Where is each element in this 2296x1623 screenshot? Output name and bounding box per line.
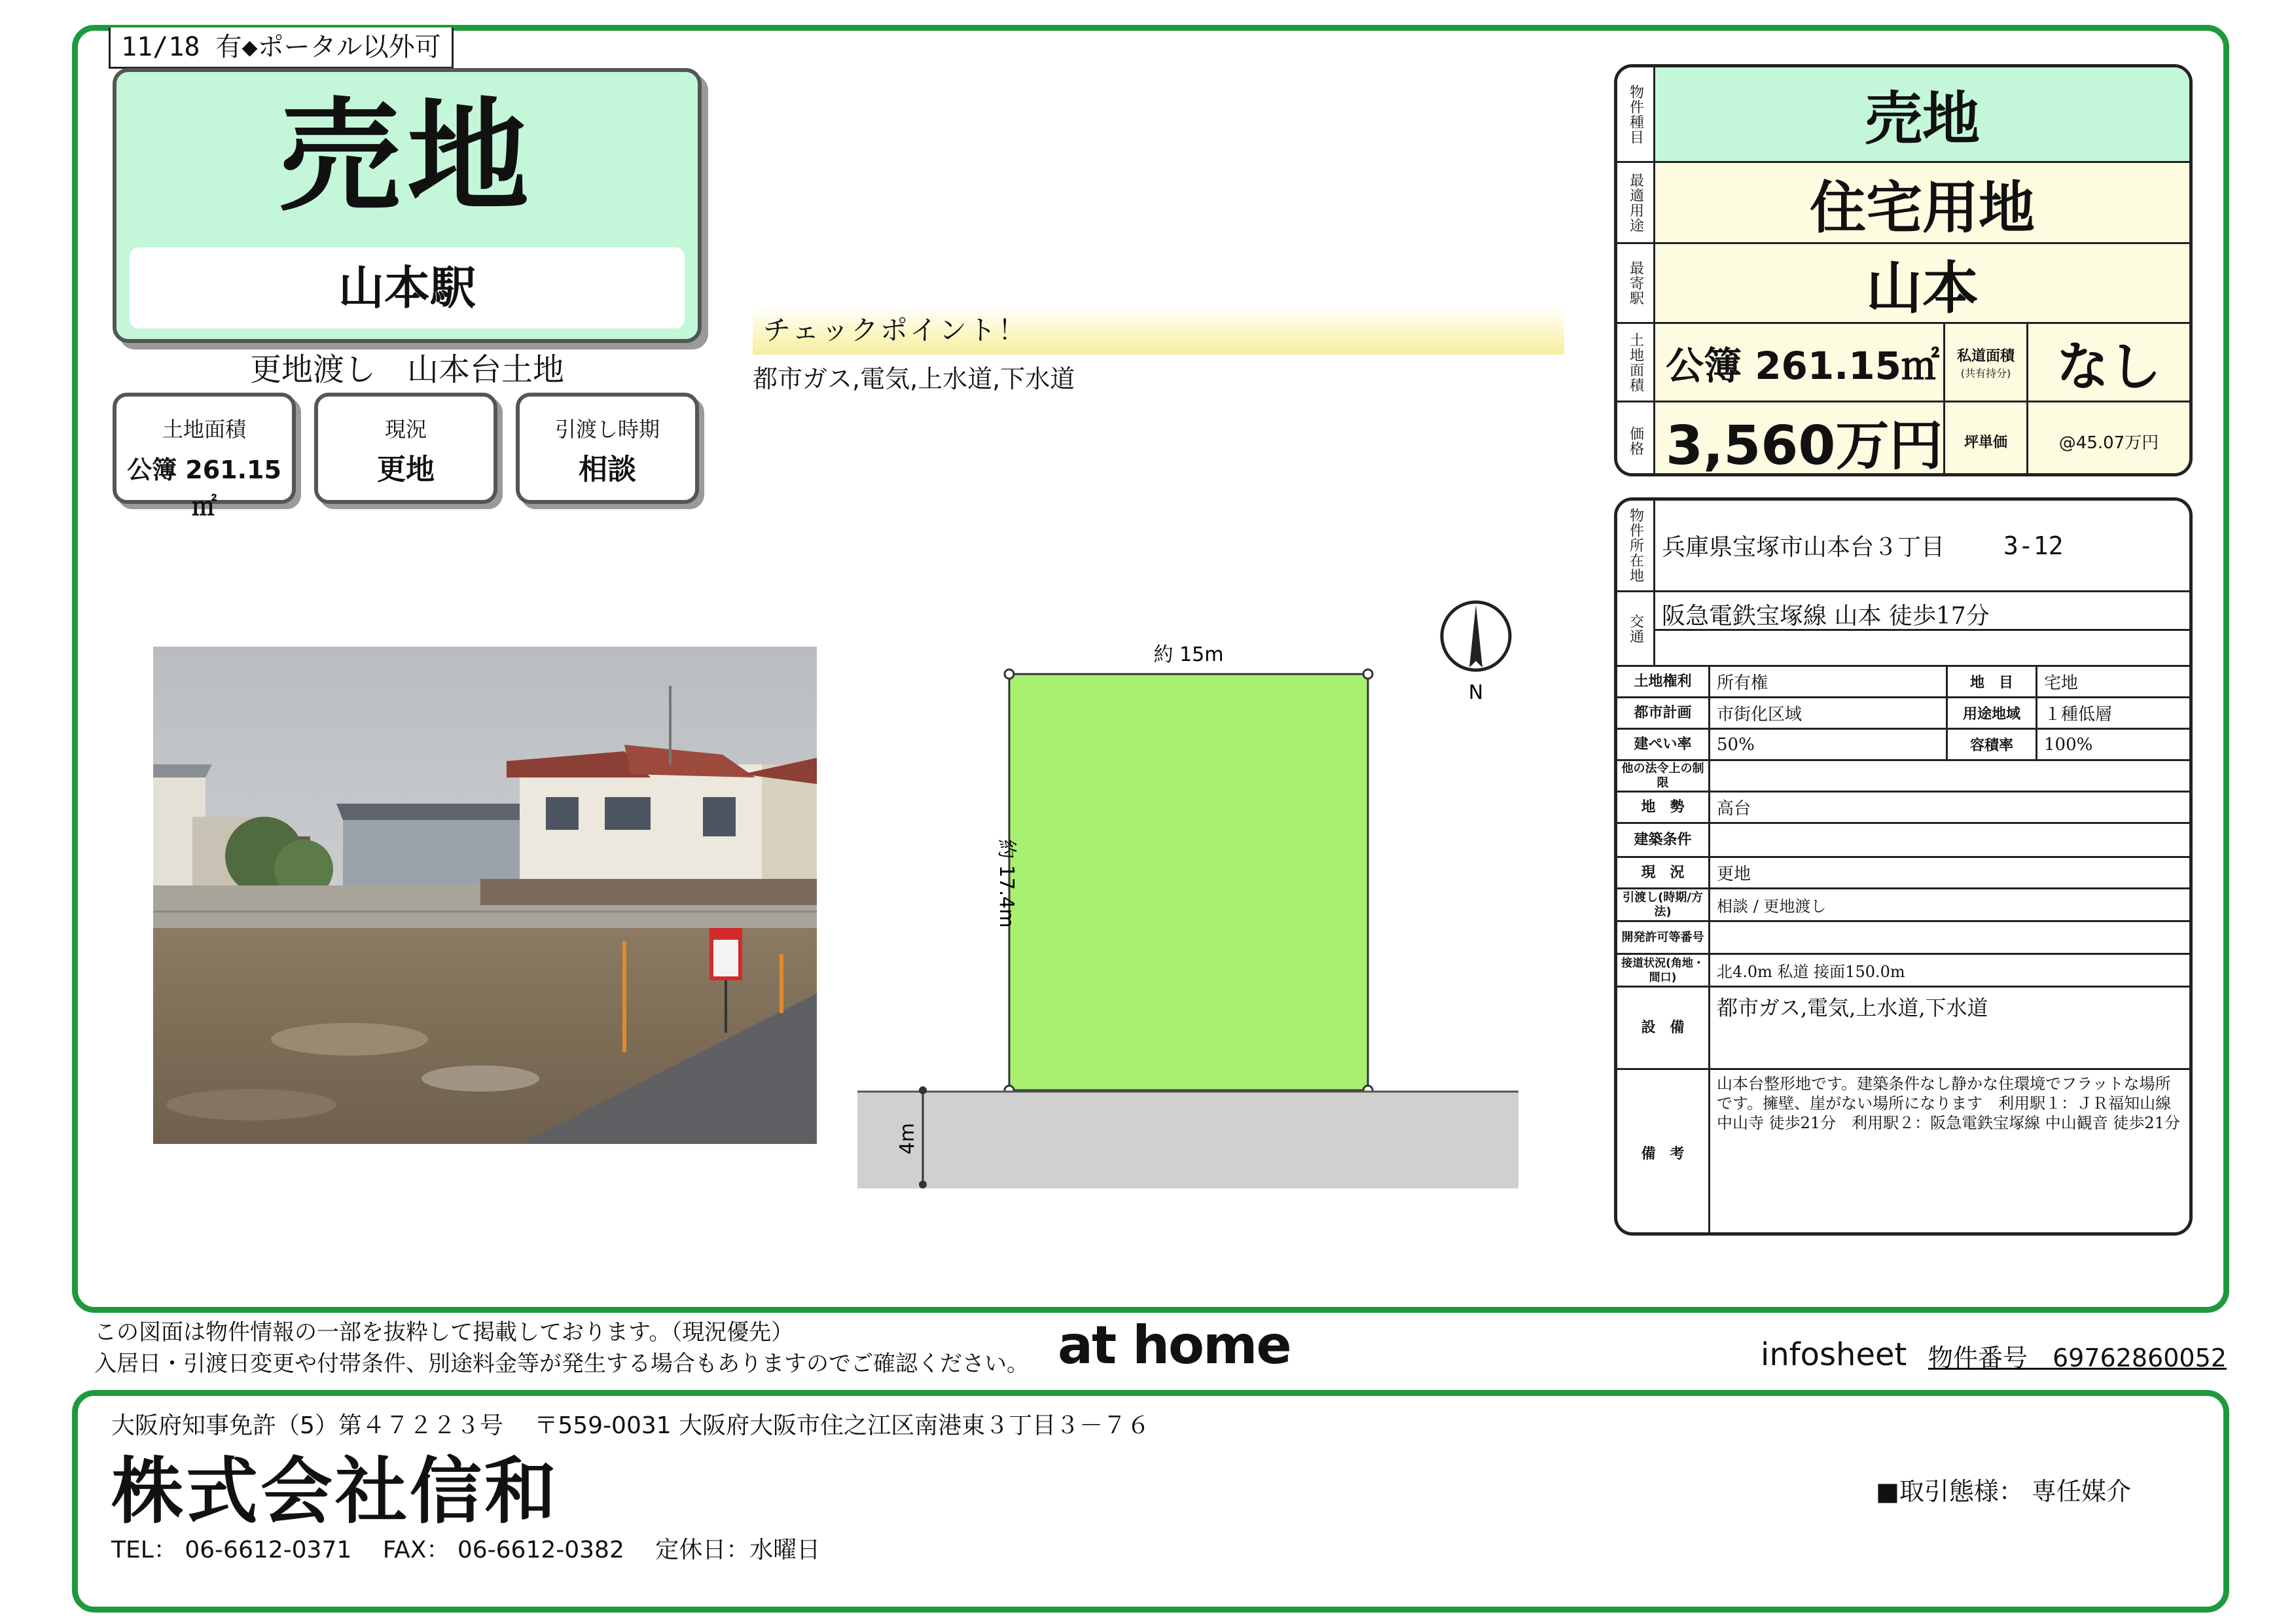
- detail-value2: １種低層: [2044, 705, 2113, 724]
- summary-area-row: [1617, 324, 2189, 402]
- detail-row-building-condition: [1617, 824, 2189, 858]
- detail-row-restrictions: [1617, 761, 2189, 793]
- summary-station-row: [1617, 244, 2189, 324]
- chip-label: 引渡し時期: [554, 417, 660, 442]
- detail-label2: 地 目: [1946, 667, 2037, 696]
- chip-label: 現況: [384, 417, 427, 442]
- detail-value: [1710, 761, 2189, 791]
- detail-value: 相談 / 更地渡し: [1717, 897, 1827, 916]
- row-label: 最寄駅: [1617, 244, 1655, 322]
- detail-label: 建築条件: [1617, 824, 1710, 856]
- transport-row: [1617, 592, 2189, 667]
- property-number: 物件番号 69762860052: [1928, 1344, 2227, 1372]
- north-label: N: [1468, 681, 1484, 704]
- plot-area: [1009, 674, 1368, 1090]
- location-value: 兵庫県宝塚市山本台３丁目: [1662, 534, 1945, 561]
- disclaimer-line-1: この図面は物件情報の一部を抜粋して掲載しております。（現況優先）: [94, 1319, 794, 1346]
- summary-type-value: 売地: [1864, 84, 1980, 152]
- detail-label: 地 勢: [1617, 793, 1710, 822]
- road-width-label: 4m: [896, 1122, 919, 1155]
- chip-land-area: [113, 393, 296, 521]
- disclaimer: [94, 1317, 1029, 1380]
- detail-row-road-access: [1617, 955, 2189, 988]
- chip-status: [314, 393, 497, 504]
- detail-row-handover: [1617, 889, 2189, 922]
- road-area: [857, 1092, 1518, 1188]
- header-label: 11/18 有◆ポータル以外可: [109, 27, 454, 69]
- detail-label2: 容積率: [1946, 730, 2037, 759]
- station-name: 山本駅: [130, 247, 685, 329]
- detail-label: 接道状況(角地・間口): [1617, 955, 1710, 986]
- width-dimension-label: 約 15m: [1153, 643, 1224, 666]
- row-label: 土地面積: [1617, 324, 1655, 401]
- property-subtitle: 更地渡し 山本台土地: [249, 351, 564, 388]
- athome-logo: at home: [1058, 1315, 1291, 1376]
- checkpoint-text: 都市ガス,電気,上水道,下水道: [753, 365, 1075, 393]
- detail-label: 設 備: [1617, 988, 1710, 1068]
- detail-row-planning: [1617, 698, 2189, 730]
- detail-value: 北4.0m 私道 接面150.0m: [1717, 963, 1905, 981]
- summary-price-row: [1617, 402, 2189, 476]
- private-road-sublabel: (共有持分): [1960, 366, 2011, 380]
- summary-table: [1614, 64, 2193, 476]
- location-row: [1617, 501, 2189, 592]
- detail-row-terrain: [1617, 793, 2189, 824]
- chip-handover: [516, 393, 699, 504]
- land-plan-diagram: [857, 596, 1525, 1191]
- summary-area-value: 公簿 261.15㎡: [1666, 343, 1940, 388]
- row-label: 交通: [1617, 592, 1655, 665]
- detail-label: 現 況: [1617, 858, 1710, 887]
- row-label: 物件所在地: [1617, 501, 1655, 590]
- detail-label: 備 考: [1617, 1070, 1710, 1236]
- detail-value: 所有権: [1717, 673, 1768, 693]
- title-card: [113, 68, 702, 343]
- detail-value2: 宅地: [2044, 673, 2079, 693]
- detail-label: 引渡し(時期/方法): [1617, 889, 1710, 920]
- location-number: 3-12: [2003, 531, 2064, 560]
- detail-value2: 100%: [2044, 734, 2093, 755]
- chip-label: 土地面積: [162, 417, 246, 442]
- facilities-value: 都市ガス,電気,上水道,下水道: [1717, 995, 1988, 1020]
- detail-row-rights: [1617, 667, 2189, 698]
- checkpoint-heading: チェックポイント！: [753, 306, 1564, 355]
- unit-price-label: 坪単価: [1943, 402, 2028, 476]
- detail-row-remarks: [1617, 1070, 2189, 1236]
- detail-value: 高台: [1717, 799, 1751, 819]
- private-road-label-cell: [1943, 324, 2028, 401]
- contact-info: TEL： 06-6612-0371 FAX： 06-6612-0382 定休日：水曜日: [111, 1537, 821, 1563]
- company-name: 株式会社信和: [111, 1450, 559, 1533]
- detail-row-development: [1617, 922, 2189, 955]
- summary-station-value: 山本: [1866, 255, 1979, 321]
- detail-label2: 用途地域: [1946, 698, 2037, 728]
- chip-value: 相談: [579, 453, 636, 486]
- detail-label: 建ぺい率: [1617, 730, 1710, 759]
- row-label: 価格: [1617, 402, 1655, 476]
- row-label: 物件種目: [1617, 67, 1655, 161]
- detail-value: 更地: [1717, 865, 1751, 884]
- disclaimer-line-2: 入居日・引渡日変更や付帯条件、別途料金等が発生する場合もありますのでご確認ください。: [94, 1351, 1029, 1377]
- summary-use-row: [1617, 163, 2189, 244]
- detail-value: [1710, 824, 2189, 856]
- detail-row-facilities: [1617, 988, 2189, 1070]
- chip-value: 公簿 261.15㎡: [127, 455, 281, 521]
- summary-type-row: [1617, 67, 2189, 163]
- detail-value: [1710, 922, 2189, 953]
- deal-type: ■取引態様： 専任媒介: [1876, 1477, 2131, 1506]
- detail-label: 土地権利: [1617, 667, 1710, 696]
- detail-label: 他の法令上の制限: [1617, 761, 1710, 791]
- private-road-value: なし: [2056, 336, 2161, 397]
- detail-label: 開発許可等番号: [1617, 922, 1710, 953]
- detail-value: 市街化区域: [1717, 705, 1803, 724]
- details-table: [1614, 497, 2193, 1236]
- transport-divider: [1655, 629, 2189, 631]
- detail-value: 50%: [1717, 734, 1755, 755]
- chip-value: 更地: [377, 453, 435, 486]
- detail-row-coverage: [1617, 730, 2189, 761]
- transport-value: 阪急電鉄宝塚線 山本 徒歩17分: [1662, 603, 1990, 630]
- property-type-title: 売地: [278, 86, 535, 228]
- row-label: 最適用途: [1617, 163, 1655, 242]
- unit-price-value: @45.07万円: [2058, 433, 2159, 453]
- property-photo: [153, 647, 817, 1144]
- license-address: 大阪府知事免許（5）第４７２２３号 〒559-0031 大阪府大阪市住之江区南港東３丁目３－７６: [111, 1412, 1151, 1439]
- detail-row-current: [1617, 858, 2189, 889]
- summary-price-value: 3,560万円: [1666, 414, 1943, 476]
- private-road-label: 私道面積: [1956, 348, 2015, 365]
- remarks-value: 山本台整形地です。建築条件なし静かな住環境でフラットな場所です。擁壁、崖がない場所になります 利用駅１：ＪＲ福知山線 中山寺 徒歩21分 利用駅２：阪急電鉄宝塚線 中山観音 徒歩21分: [1717, 1075, 2180, 1132]
- summary-use-value: 住宅用地: [1810, 175, 2035, 241]
- infosheet-label: infosheet: [1761, 1336, 1907, 1373]
- detail-label: 都市計画: [1617, 698, 1710, 728]
- depth-dimension-label: 約 17.4m: [995, 839, 1018, 928]
